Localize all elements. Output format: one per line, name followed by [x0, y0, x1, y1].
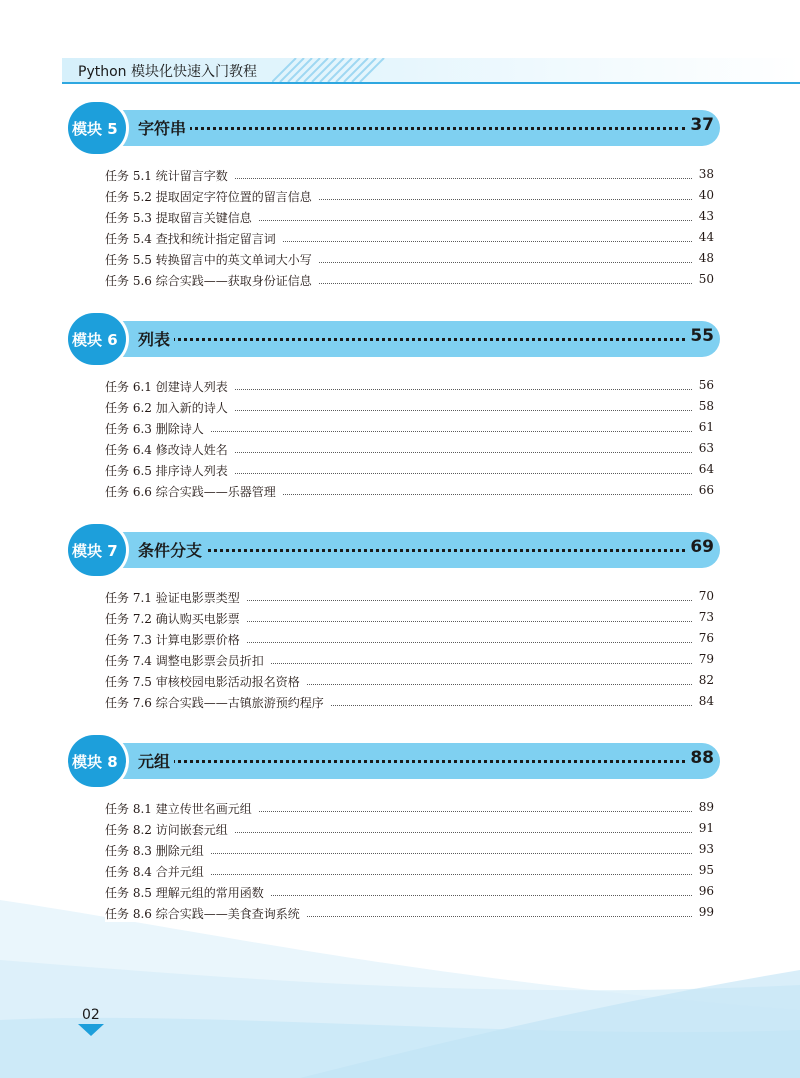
task-page-number: 43: [693, 209, 714, 223]
task-title: 任务 7.1 验证电影票类型: [105, 589, 246, 606]
module-page-number: 55: [690, 326, 714, 346]
task-title: 任务 5.6 综合实践——获取身份证信息: [105, 272, 318, 289]
module-label: 模块 8: [72, 753, 118, 771]
task-title: 任务 5.2 提取固定字符位置的留言信息: [105, 188, 318, 205]
module-title[interactable]: 条件分支: [138, 538, 206, 561]
task-row[interactable]: [0, 902, 800, 923]
task-page-number: 66: [693, 483, 714, 497]
task-row[interactable]: [0, 839, 800, 860]
task-page-number: 38: [693, 167, 714, 181]
task-page-number: 99: [693, 905, 714, 919]
dot-leader: [160, 338, 685, 341]
task-row[interactable]: [0, 607, 800, 628]
task-title: 任务 8.6 综合实践——美食查询系统: [105, 905, 306, 922]
task-title: 任务 8.3 删除元组: [105, 842, 210, 859]
task-page-number: 56: [693, 378, 714, 392]
task-list: [0, 797, 800, 923]
task-title: 任务 8.1 建立传世名画元组: [105, 800, 258, 817]
task-title: 任务 5.3 提取留言关键信息: [105, 209, 258, 226]
task-row[interactable]: [0, 396, 800, 417]
task-row[interactable]: [0, 586, 800, 607]
task-page-number: 58: [693, 399, 714, 413]
task-title: 任务 7.2 确认购买电影票: [105, 610, 246, 627]
task-page-number: 91: [693, 821, 714, 835]
dot-leader: [140, 853, 700, 854]
module-label: 模块 6: [72, 331, 118, 349]
task-page-number: 70: [693, 589, 714, 603]
task-row[interactable]: [0, 818, 800, 839]
module-label: 模块 7: [72, 542, 118, 560]
task-row[interactable]: [0, 185, 800, 206]
task-title: 任务 7.3 计算电影票价格: [105, 631, 246, 648]
task-list: [0, 164, 800, 290]
task-page-number: 95: [693, 863, 714, 877]
task-row[interactable]: [0, 248, 800, 269]
module-page-number: 37: [690, 115, 714, 135]
task-row[interactable]: [0, 227, 800, 248]
task-page-number: 76: [693, 631, 714, 645]
module-page-number: 69: [690, 537, 714, 557]
task-row[interactable]: [0, 375, 800, 396]
task-row[interactable]: [0, 628, 800, 649]
book-title: Python 模块化快速入门教程: [78, 64, 257, 80]
page-number: 02: [82, 1007, 100, 1023]
task-row[interactable]: [0, 206, 800, 227]
task-row[interactable]: [0, 797, 800, 818]
task-title: 任务 5.4 查找和统计指定留言词: [105, 230, 282, 247]
task-title: 任务 8.4 合并元组: [105, 863, 210, 880]
module-label: 模块 5: [72, 120, 118, 138]
task-page-number: 64: [693, 462, 714, 476]
task-title: 任务 6.4 修改诗人姓名: [105, 441, 234, 458]
task-title: 任务 5.5 转换留言中的英文单词大小写: [105, 251, 318, 268]
task-row[interactable]: [0, 269, 800, 290]
dot-leader: [140, 874, 700, 875]
task-row[interactable]: [0, 649, 800, 670]
task-page-number: 73: [693, 610, 714, 624]
task-title: 任务 7.4 调整电影票会员折扣: [105, 652, 270, 669]
task-page-number: 48: [693, 251, 714, 265]
task-row[interactable]: [0, 164, 800, 185]
task-page-number: 63: [693, 441, 714, 455]
task-page-number: 79: [693, 652, 714, 666]
task-page-number: 40: [693, 188, 714, 202]
task-title: 任务 6.1 创建诗人列表: [105, 378, 234, 395]
task-row[interactable]: [0, 459, 800, 480]
task-title: 任务 6.2 加入新的诗人: [105, 399, 234, 416]
module-page-number: 88: [690, 748, 714, 768]
task-page-number: 50: [693, 272, 714, 286]
task-page-number: 84: [693, 694, 714, 708]
task-list: [0, 375, 800, 501]
task-row[interactable]: [0, 860, 800, 881]
task-row[interactable]: [0, 670, 800, 691]
task-page-number: 82: [693, 673, 714, 687]
task-row[interactable]: [0, 417, 800, 438]
running-header: [62, 58, 800, 84]
task-title: 任务 8.2 访问嵌套元组: [105, 821, 234, 838]
header-stripes: [272, 58, 392, 82]
task-page-number: 61: [693, 420, 714, 434]
dot-leader: [190, 549, 685, 552]
task-title: 任务 7.6 综合实践——古镇旅游预约程序: [105, 694, 330, 711]
task-page-number: 96: [693, 884, 714, 898]
dot-leader: [170, 127, 685, 130]
task-title: 任务 5.1 统计留言字数: [105, 167, 234, 184]
task-list: [0, 586, 800, 712]
task-title: 任务 6.6 综合实践——乐器管理: [105, 483, 282, 500]
task-title: 任务 6.5 排序诗人列表: [105, 462, 234, 479]
dot-leader: [160, 760, 685, 763]
module-title[interactable]: 列表: [138, 327, 174, 350]
task-row[interactable]: [0, 480, 800, 501]
task-title: 任务 6.3 删除诗人: [105, 420, 210, 437]
task-title: 任务 8.5 理解元组的常用函数: [105, 884, 270, 901]
module-title[interactable]: 字符串: [138, 116, 190, 139]
task-page-number: 93: [693, 842, 714, 856]
task-page-number: 44: [693, 230, 714, 244]
dot-leader: [140, 431, 700, 432]
task-row[interactable]: [0, 438, 800, 459]
task-row[interactable]: [0, 881, 800, 902]
task-page-number: 89: [693, 800, 714, 814]
module-title[interactable]: 元组: [138, 749, 174, 772]
task-title: 任务 7.5 审核校园电影活动报名资格: [105, 673, 306, 690]
task-row[interactable]: [0, 691, 800, 712]
page-marker-triangle-icon: [78, 1024, 104, 1036]
